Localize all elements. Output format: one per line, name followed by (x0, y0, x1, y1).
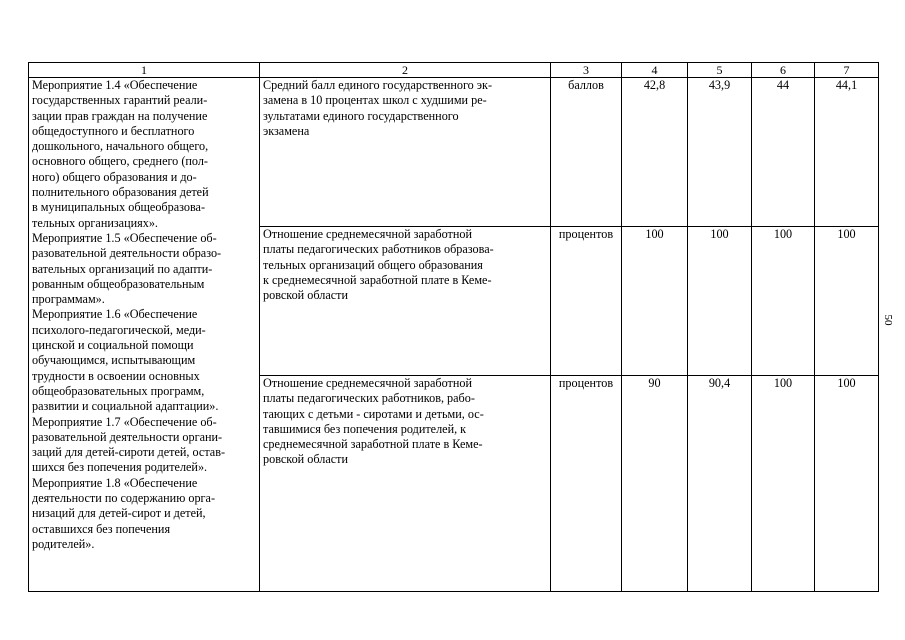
events-cell: Мероприятие 1.4 «Обеспечение государственных гарантий реали- зации прав граждан на получение общедоступного и бесплатного дошкольного, начального общего, основного общего, среднего (пол- ного) общего образования и до- полнительного образования детей в муниципальных общеобразова- тельных организациях». Мероприятие 1.5 «Обеспечение об- разовательной деятельности образо- вательных организаций по адапти- рованным общеобразовательным программам». Мероприятие 1.6 «Обеспечение психолого-педагогической, меди- цинской и социальной помощи обучающимся, испытывающим трудности в освоении основных общеобразовательных программ, развитии и социальной адаптации». Мероприятие 1.7 «Обеспечение об- разовательной деятельности органи- заций для детей-сироти детей, остав- шихся без попечения родителей». Мероприятие 1.8 «Обеспечение деятельности по содержанию орга- низаций для детей-сирот и детей, оставшихся без попечения родителей». (29, 78, 260, 592)
column-header-3: 3 (551, 63, 622, 78)
value-cell-7: 100 (815, 227, 879, 376)
column-header-4: 4 (622, 63, 688, 78)
value-cell-4: 90 (622, 376, 688, 592)
column-header-1: 1 (29, 63, 260, 78)
unit-cell: баллов (551, 78, 622, 227)
unit-cell: процентов (551, 376, 622, 592)
value-cell-6: 100 (752, 227, 815, 376)
value-cell-6: 44 (752, 78, 815, 227)
value-cell-4: 100 (622, 227, 688, 376)
indicator-cell: Отношение среднемесячной заработной платы педагогических работников образова- тельных организаций общего образования к среднемесячной заработной плате в Кеме- ровской области (260, 227, 551, 376)
unit-cell: процентов (551, 227, 622, 376)
indicator-cell: Средний балл единого государственного эк- замена в 10 процентах школ с худшими ре- зультатами единого государственного экзамена (260, 78, 551, 227)
value-cell-4: 42,8 (622, 78, 688, 227)
value-cell-6: 100 (752, 376, 815, 592)
indicator-cell: Отношение среднемесячной заработной платы педагогических работников, рабо- тающих с детьми - сиротами и детьми, ос- тавшимися без попечения родителей, к среднемесячной заработной плате в Кеме- ровской области (260, 376, 551, 592)
value-cell-5: 90,4 (688, 376, 752, 592)
value-cell-7: 100 (815, 376, 879, 592)
column-header-6: 6 (752, 63, 815, 78)
column-header-2: 2 (260, 63, 551, 78)
value-cell-5: 100 (688, 227, 752, 376)
column-header-5: 5 (688, 63, 752, 78)
value-cell-5: 43,9 (688, 78, 752, 227)
column-header-7: 7 (815, 63, 879, 78)
indicators-table (28, 62, 879, 592)
value-cell-7: 44,1 (815, 78, 879, 227)
table-row (29, 78, 879, 227)
page-number: 50 (882, 314, 894, 326)
header-row (29, 63, 879, 78)
